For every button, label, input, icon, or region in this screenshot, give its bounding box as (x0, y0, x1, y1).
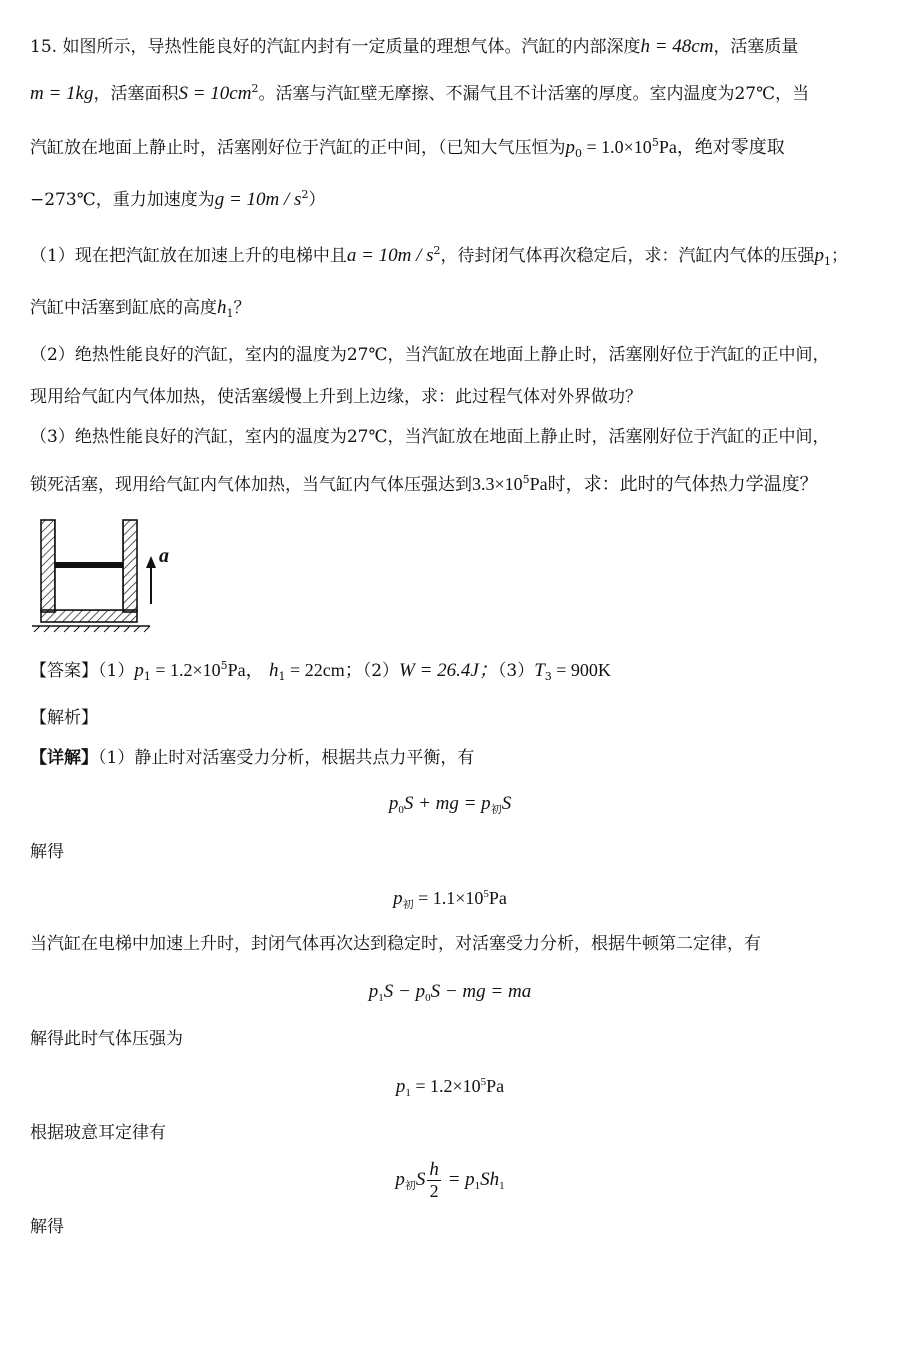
eq-term: S − mg = ma (430, 981, 532, 1002)
subscript: 1 (226, 307, 234, 320)
p0-symbol: p (565, 137, 575, 158)
subscript: 1 (474, 1179, 481, 1192)
eq-term: p (368, 981, 379, 1002)
eq-term: Pa (486, 1076, 505, 1096)
text: 15. 如图所示，导热性能良好的汽缸内封有一定质量的理想气体。汽缸的内部深度 (30, 37, 641, 57)
text: （1） (98, 661, 135, 681)
solve-3: 解得 (30, 1217, 64, 1237)
numerator: h (429, 1159, 439, 1180)
exponent: 2 (433, 244, 441, 257)
text: （3） (497, 661, 535, 681)
ground (32, 626, 150, 632)
subscript: 0 (398, 804, 404, 816)
equation-5 (0, 1160, 900, 1201)
eq-term: = p (442, 1168, 475, 1190)
subscript: 1 (143, 670, 151, 683)
answer-label: 【答案】 (30, 661, 98, 681)
eq-term: p (395, 1076, 406, 1097)
p1-symbol: p (134, 660, 144, 681)
problem-line-2 (30, 82, 875, 106)
subscript: 初 (402, 899, 414, 911)
exponent: 5 (522, 473, 530, 486)
p1-value: = 1.2×10 (150, 660, 221, 680)
text: ，活塞质量 (713, 37, 799, 57)
h-value: h = 48cm (640, 36, 714, 57)
analysis-label: 【解析】 (30, 708, 98, 728)
eq-term: S (501, 793, 512, 814)
part3-line-2 (30, 472, 875, 497)
text: （1）现在把汽缸放在加速上升的电梯中且 (30, 246, 347, 266)
m-value: m = 1kg (30, 83, 94, 104)
fraction (427, 1160, 441, 1201)
g-value: g = 10m / s (214, 189, 302, 210)
answer-line (30, 658, 875, 683)
work-value: W = 26.4J； (399, 660, 498, 681)
subscript: 初 (490, 804, 502, 816)
eq-term: S (415, 1168, 426, 1190)
problem-line-3 (30, 135, 875, 160)
subscript: 1 (499, 1179, 505, 1192)
eq-term: Pa (488, 888, 507, 908)
equation-2 (0, 884, 900, 913)
detail-label: 【详解】 (30, 748, 98, 768)
text: 汽缸放在地面上静止时，活塞刚好位于汽缸的正中间，（已知大气压恒为 (30, 138, 566, 158)
T3-value: = 900K (551, 660, 611, 680)
text: Pa， (227, 660, 264, 680)
subscript: 0 (575, 147, 582, 160)
text: （2） (362, 661, 400, 681)
solve-2: 解得此时气体压强为 (30, 1029, 183, 1049)
cylinder-figure (30, 518, 190, 633)
subscript: 3 (544, 670, 552, 683)
h1-symbol: h (217, 297, 227, 318)
exponent: 2 (251, 82, 259, 95)
denominator: 2 (429, 1181, 439, 1201)
eq-term: Sh (480, 1168, 500, 1190)
part1-line-2 (30, 296, 875, 320)
solve-1: 解得 (30, 842, 64, 862)
detail-line-1 (30, 746, 875, 770)
subscript: 1 (378, 992, 384, 1004)
text: ） (308, 190, 326, 210)
S-value: S = 10cm (178, 83, 252, 104)
exponent: 2 (301, 188, 309, 201)
h1-symbol: h (269, 660, 279, 681)
exponent: 5 (651, 136, 659, 149)
part2-line-2: 现用给气缸内气体加热，使活塞缓慢上升到上边缘，求：此过程气体对外界做功？ (30, 387, 642, 407)
text: Pa时，求：此时的气体热力学温度？ (529, 474, 818, 494)
part1-line-1 (30, 244, 875, 268)
a-value: a = 10m / s (346, 245, 434, 266)
acceleration-arrow (146, 556, 156, 604)
problem-line-1 (30, 35, 875, 59)
exponent: 5 (220, 659, 228, 672)
text: 。活塞与汽缸壁无摩擦、不漏气且不计活塞的厚度。室内温度为27℃，当 (258, 84, 810, 104)
subscript: 初 (404, 1179, 416, 1192)
subscript: 1 (278, 670, 286, 683)
text: ？ (233, 298, 251, 318)
text: −273℃，重力加速度为 (30, 190, 215, 210)
eq-term: S − p (383, 981, 426, 1002)
eq-term: = 1.2×10 (410, 1076, 481, 1096)
exponent: 5 (480, 1076, 487, 1088)
detail-line-2: 当汽缸在电梯中加速上升时，封闭气体再次达到稳定时，对活塞受力分析，根据牛顿第二定律，有 (30, 934, 761, 954)
text: ，活塞面积 (93, 84, 179, 104)
text: Pa，绝对零度取 (658, 137, 785, 157)
text: ； (831, 246, 849, 266)
text: ，待封闭气体再次稳定后，求：汽缸内气体的压强 (440, 246, 815, 266)
p0-value: = 1.0×10 (582, 137, 652, 157)
cylinder-walls (41, 520, 137, 622)
part3-line-1: （3）绝热性能良好的汽缸，室内的温度为27℃，当汽缸放在地面上静止时，活塞刚好位于汽缸的正中间， (30, 427, 830, 447)
p1-symbol: p (814, 245, 825, 266)
h1-value: = 22cm； (285, 660, 363, 680)
text: （1）静止时对活塞受力分析，根据共点力平衡，有 (98, 748, 475, 768)
eq-term: p (388, 793, 399, 814)
exponent: 5 (483, 888, 489, 900)
eq-term: = 1.1×10 (413, 888, 484, 908)
piston (55, 562, 123, 568)
acceleration-label: a (159, 545, 169, 567)
detail-line-3: 根据玻意耳定律有 (30, 1123, 166, 1143)
text: 汽缸中活塞到缸底的高度 (30, 298, 217, 318)
eq-term: p (395, 1168, 405, 1190)
problem-line-4 (30, 188, 875, 212)
equation-1 (0, 790, 900, 818)
equation-3 (0, 978, 900, 1006)
text: 锁死活塞，现用给气缸内气体加热，当气缸内气体压强达到 (30, 475, 472, 495)
T3-symbol: T (534, 660, 545, 681)
part2-line-1: （2）绝热性能良好的汽缸，室内的温度为27℃，当汽缸放在地面上静止时，活塞刚好位于汽缸的正中间， (30, 345, 830, 365)
pressure-value: 3.3×10 (472, 474, 523, 494)
subscript: 1 (405, 1087, 411, 1099)
subscript: 0 (425, 992, 431, 1004)
eq-term: p (393, 888, 403, 909)
eq-term: S + mg = p (403, 793, 491, 814)
equation-4 (0, 1072, 900, 1101)
subscript: 1 (824, 255, 832, 268)
